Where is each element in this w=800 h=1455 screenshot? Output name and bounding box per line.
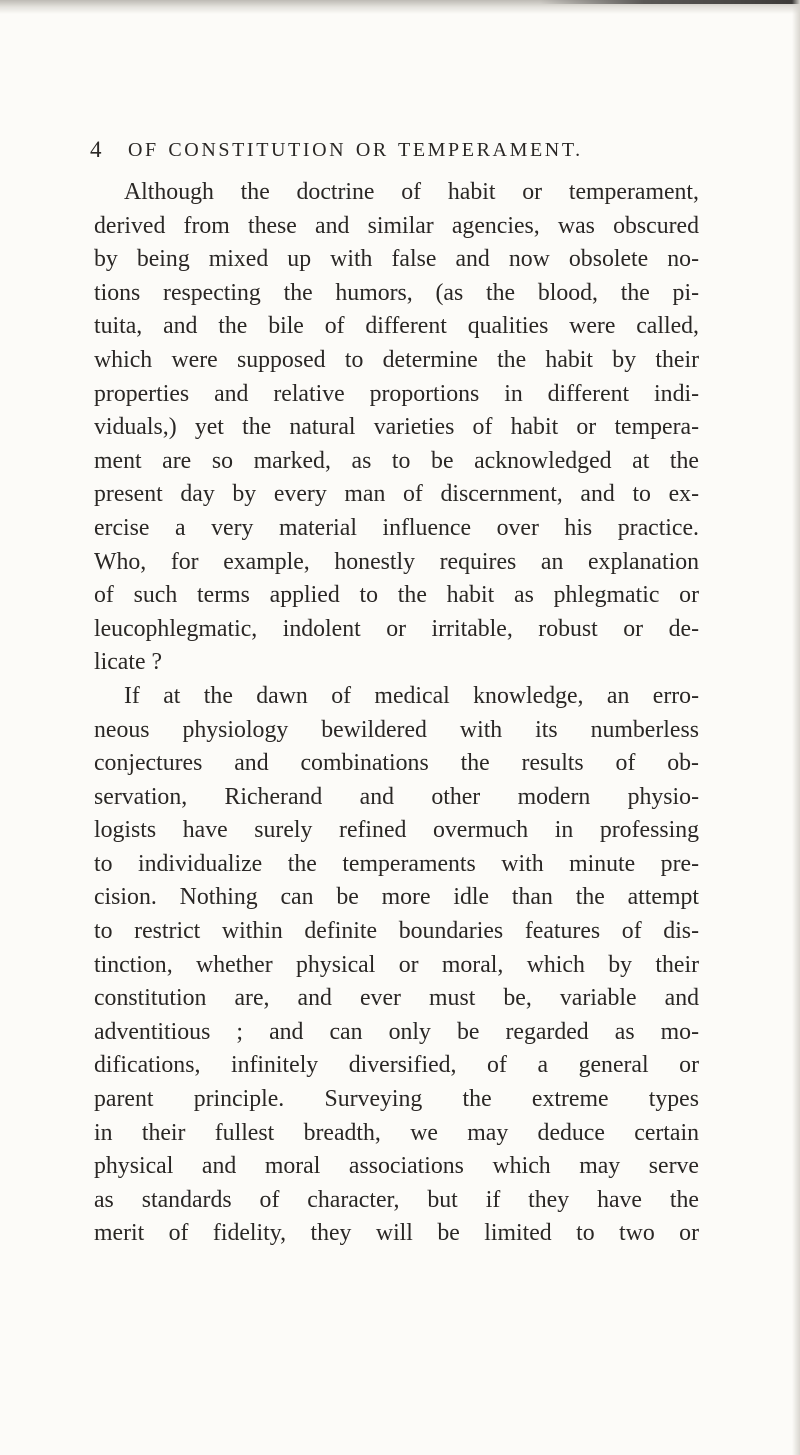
text-line: Who, for example, honestly requires an explanation [94, 548, 699, 575]
text-line: adventitious ; and can only be regarded as mo- [94, 1018, 699, 1045]
text-line: to restrict within definite boundaries features of dis- [94, 918, 699, 945]
text-line: as standards of character, but if they have the [94, 1186, 699, 1213]
text-line: Although the doctrine of habit or temperament, [124, 179, 699, 205]
page-number: 4 [90, 137, 103, 162]
text-line: of such terms applied to the habit as phlegmatic or [94, 582, 699, 609]
text-line: conjectures and combinations the results of ob- [94, 750, 699, 777]
text-line: by being mixed up with false and now obsolete no- [94, 246, 699, 273]
text-line: properties and relative proportions in different indi- [94, 380, 699, 407]
text-line: parent principle. Surveying the extreme types [94, 1086, 699, 1113]
text-line: cision. Nothing can be more idle than the attempt [94, 884, 699, 911]
text-line: to individualize the temperaments with minute pre- [94, 850, 699, 877]
text-line: licate ? [94, 649, 163, 676]
text-line: ment are so marked, as to be acknowledged at the [94, 447, 699, 474]
text-line: logists have surely refined overmuch in professing [94, 817, 699, 844]
page-top-rule [540, 0, 800, 4]
text-line: present day by every man of discernment, and to ex- [94, 481, 699, 508]
text-line: in their fullest breadth, we may deduce certain [94, 1119, 699, 1146]
body-text [94, 176, 699, 1251]
text-line: If at the dawn of medical knowledge, an erro- [124, 682, 699, 709]
text-line: merit of fidelity, they will be limited to two or [94, 1220, 699, 1247]
text-line: constitution are, and ever must be, variable and [94, 985, 699, 1012]
text-line: difications, infinitely diversified, of a general or [94, 1052, 699, 1079]
text-line: tions respecting the humors, (as the blood, the pi- [94, 279, 699, 306]
text-line: derived from these and similar agencies, was obscured [94, 212, 699, 239]
text-line: viduals,) yet the natural varieties of habit or tempera- [94, 414, 699, 441]
running-head: OF CONSTITUTION OR TEMPERAMENT. [128, 139, 583, 161]
page-right-edge [792, 0, 800, 1455]
text-line: tinction, whether physical or moral, which by their [94, 951, 699, 978]
text-line: neous physiology bewildered with its numberless [94, 716, 699, 743]
text-line: leucophlegmatic, indolent or irritable, robust or de- [94, 615, 699, 642]
text-line: tuita, and the bile of different qualities were called, [94, 313, 699, 340]
text-line: servation, Richerand and other modern physio- [94, 783, 699, 810]
text-line: physical and moral associations which may serve [94, 1153, 699, 1180]
text-line: ercise a very material influence over his practice. [94, 514, 699, 541]
text-line: which were supposed to determine the habit by their [94, 346, 699, 373]
